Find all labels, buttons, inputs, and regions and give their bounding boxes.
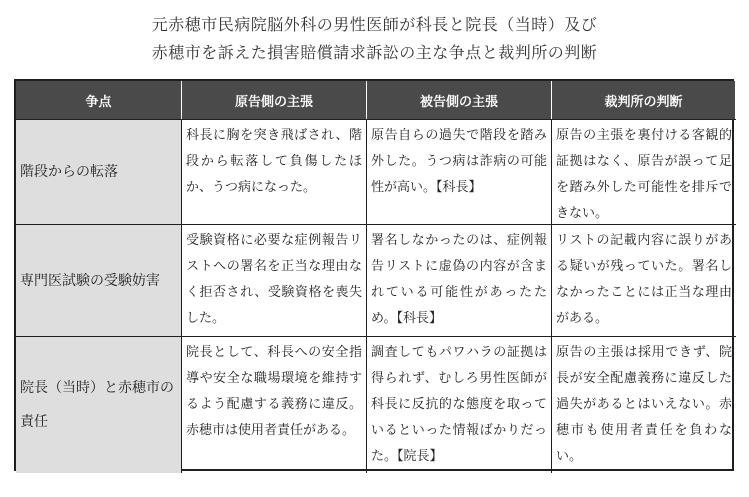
row-issue-exam-obstruction: 専門医試験の受験妨害 — [16, 224, 182, 336]
row-court-judgment: 原告の主張を裏付ける客観的証拠はなく、原告が誤って足を踏み外した可能性を排斥できない。 — [552, 119, 736, 224]
row-issue-stairs-fall: 階段からの転落 — [16, 119, 182, 224]
page-title-line-2: 赤穂市を訴えた損害賠償請求訴訟の主な争点と裁判所の判断 — [151, 43, 598, 62]
row-defendant-claim: 原告自らの過失で階段を踏み外した。うつ病は詐病の可能性が高い。【科長】 — [367, 119, 552, 224]
row-court-judgment: リストの記載内容に誤りがある疑いが残っていた。署名しなかったことには正当な理由がある。 — [552, 224, 736, 336]
row-plaintiff-claim: 受験資格に必要な症例報告リストへの署名を正当な理由なく拒否され、受験資格を喪失した。 — [182, 224, 367, 336]
row-defendant-claim: 署名しなかったのは、症例報告リストに虚偽の内容が含まれている可能性があったため。【科長】 — [367, 224, 552, 336]
row-court-judgment: 原告の主張は採用できず、院長が安全配慮義務に違反した過失があるとはいえない。赤穂市も使用者責任を負わない。 — [552, 336, 736, 473]
header-court: 裁判所の判断 — [552, 81, 736, 119]
header-issue: 争点 — [16, 81, 182, 119]
row-defendant-claim: 調査してもパワハラの証拠は得られず、むしろ男性医師が科長に反抗的な態度を取っているといった情報ばかりだった。【院長】 — [367, 336, 552, 473]
header-defendant: 被告側の主張 — [367, 81, 552, 119]
row-issue-director-city-liability: 院長（当時）と赤穂市の責任 — [16, 336, 182, 473]
page-title-line-1: 元赤穂市民病院脳外科の男性医師が科長と院長（当時）及び — [151, 15, 598, 34]
row-plaintiff-claim: 院長として、科長への安全指導や安全な職場環境を維持するよう配慮する義務に違反。赤穂市は使用者責任がある。 — [182, 336, 367, 473]
header-plaintiff: 原告側の主張 — [182, 81, 367, 119]
issues-table — [14, 79, 734, 471]
row-plaintiff-claim: 科長に胸を突き飛ばされ、階段から転落して負傷したほか、うつ病になった。 — [182, 119, 367, 224]
